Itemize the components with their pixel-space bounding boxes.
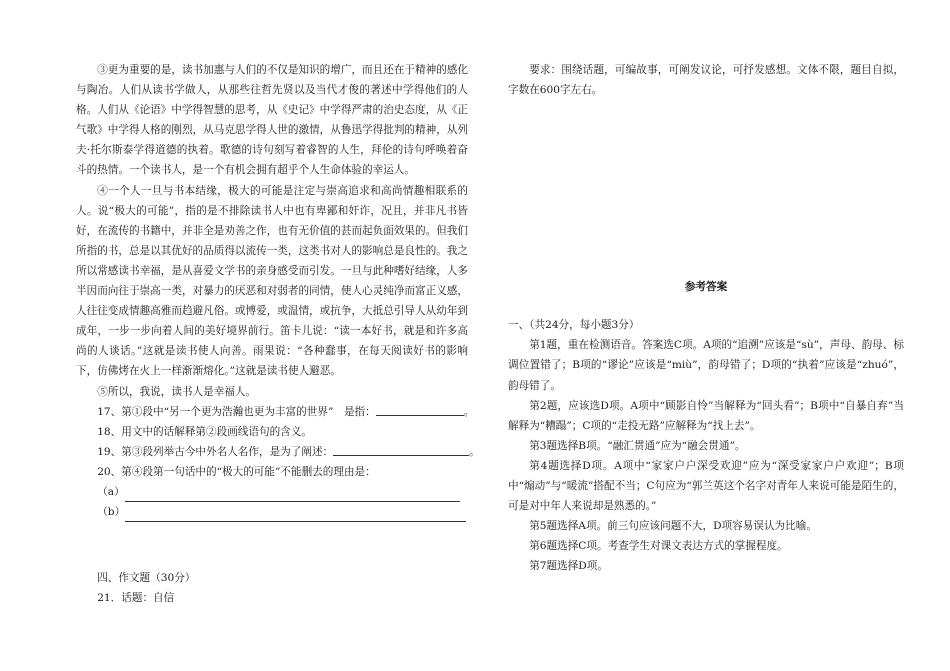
question-20-a-blank[interactable] [125, 489, 460, 502]
spacer [76, 522, 468, 568]
spacer [508, 100, 904, 277]
left-column [76, 60, 480, 608]
question-20-a [76, 482, 468, 502]
question-17-text: 17、第①段中“另一个更为浩瀚也更为丰富的世界” 是指： [97, 405, 376, 418]
composition-requirement: 要求：围绕话题，可编故事，可阐发议论，可抒发感想。文体不限，题目自拟，字数在600字左右。 [508, 64, 904, 97]
question-20-a-label: （a） [97, 485, 125, 498]
question-19-end: 。 [469, 445, 480, 458]
spacer [508, 297, 904, 315]
answer-title: 参考答案 [684, 281, 728, 294]
answer-4: 第4题选择D项。A项中“家家户户深受欢迎”应为“深受家家户户欢迎”；B项中“煽动”与“暖流”搭配不当；C句应为“郭兰英这个名字对青年人来说可能是陌生的，可是对中年人来说却是熟悉的。” [508, 459, 904, 513]
question-19-blank[interactable] [333, 443, 469, 456]
paragraph-3: ③更为重要的是，读书加惠与人们的不仅是知识的增广，而且还在于精神的感化与陶冶。人们从读书学做人，从那些往哲先贤以及当代才俊的著述中学得他们的人格。人们从《论语》中学得智慧的思考，从《史记》中学得严肃的治史态度，从《正气歌》中学得人格的刚烈，从马克思学得人世的激情，从鲁迅学得批判的精神，从列夫·托尔斯泰学得道德的执着。歌德的诗句刻写着睿智的人生，拜伦的诗句呼唤着奋斗的热情。一个读书人，是一个有机会拥有超乎个人生命体验的幸运人。 [76, 64, 468, 177]
answer-6: 第6题选择C项。考查学生对课文表达方式的掌握程度。 [529, 540, 788, 553]
question-20-b-blank[interactable] [125, 509, 466, 522]
paragraph-5: ⑤所以，我说，读书人是幸福人。 [97, 385, 257, 398]
question-21: 21．话题：自信 [97, 592, 175, 605]
answer-5: 第5题选择A项。前三句应该问题不大，D项容易误认为比喻。 [529, 520, 817, 533]
question-17-end: 。 [463, 405, 475, 418]
question-19 [76, 442, 480, 462]
answer-2: 第2题，应该选D项。A项中“顾影自怜”当解释为“回头看”；B项中“自暴自弃”当解释为“糟蹋”；C项的“走投无路”应解释为“找上去”。 [508, 399, 904, 432]
answer-7: 第7题选择D项。 [529, 560, 608, 573]
right-column [508, 60, 904, 577]
question-19-text: 19、第③段列举古今中外名人名作，是为了阐述： [97, 445, 334, 458]
paragraph-4: ④一个人一旦与书本结缘，极大的可能是注定与崇高追求和高尚情趣相联系的人。说“极大的可能”，指的是不排除读书人中也有卑鄙和奸诈，况且，并非凡书皆好，在流传的书籍中，并非全是劝善之作，也有无价值的甚而起负面效果的。但我们所指的书，总是以其优好的品质得以流传一类，这类书对人的影响总是良性的。我之所以常感读书幸福，是从喜爱文学书的亲身感受而引发。一旦与此种嗜好结缘，人多半因而向往于崇高一类，对暴力的厌恶和对弱者的同情，使人心灵纯净而富正义感，人往往变成情趣高雅而趋避凡俗。或博爱，或温情，或抗争，大抵总引导人从幼年到成年，一步一步向着人间的美好境界前行。笛卡儿说：“读一本好书，就是和许多高尚的人谈话。”这就是读书使人向善。雨果说：“各种蠢事，在每天阅读好书的影响下，仿佛烤在火上一样渐渐熔化。”这就是读书使人避恶。 [76, 184, 468, 378]
question-20-b [76, 502, 468, 522]
question-17 [76, 402, 475, 422]
answer-3: 第3题选择B项。“融汇贯通”应为“融会贯通”。 [529, 439, 746, 452]
section-1-heading: 一、（共24分，每小题3分） [508, 319, 640, 332]
question-20-b-label: （b） [97, 506, 126, 519]
question-18: 18、用文中的话解释第②段画线语句的含义。 [97, 425, 312, 438]
answer-1: 第1题，重在检测语音。答案选C项。A项的“追溯”应该是“sù”，声母、韵母、标调位置错了；B项的“谬论”应该是“miù”，韵母错了；D项的“执着”应该是“zhuó”，韵母错了。 [508, 339, 904, 392]
question-20: 20、第④段第一句话中的“极大的可能”不能删去的理由是： [97, 465, 376, 478]
question-17-blank[interactable] [376, 403, 464, 416]
section-4-heading: 四、作文题（30分） [97, 572, 196, 585]
